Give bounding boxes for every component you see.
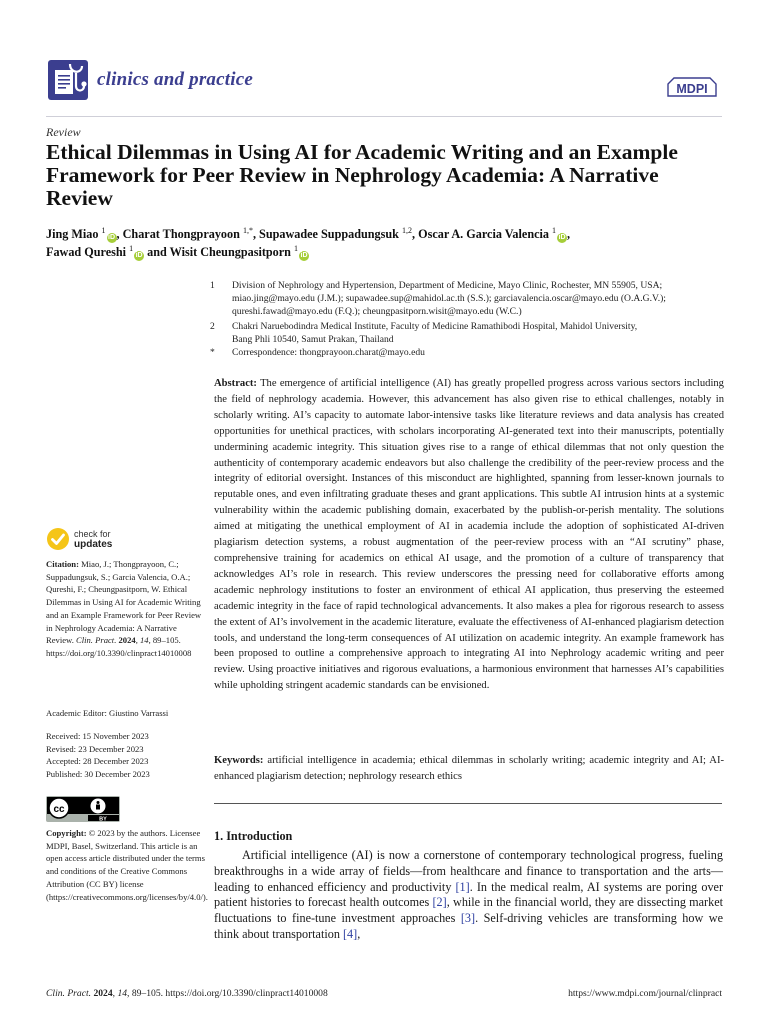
affiliation-line: miao.jing@mayo.edu (J.M.); supawadee.sup@mahidol.ac.th (S.S.); garciavalencia.oscar@mayo.edu (O.A.G.V.); xyxy=(232,292,666,304)
author-name[interactable]: Wisit Cheungpasitporn xyxy=(169,245,291,259)
author-affil-mark: 1 xyxy=(129,243,134,253)
intro-text: , xyxy=(357,926,361,941)
article-title: Ethical Dilemmas in Using AI for Academic Writing and an Example Framework for Peer Review in Nephrology Academia: A Narrative Review xyxy=(46,140,678,210)
citation-volume: 14 xyxy=(139,635,149,646)
citation-block: Citation: Miao, J.; Thongprayoon, C.; Suppadungsuk, S.; Garcia Valencia, O.A.; Qureshi, F.; Cheungpasitporn, W. Ethical Dilemmas in Using AI for Academic Writing and an Example Framework for Peer Review in Nephrology Academia: A Narrative Review. Clin. Pract. 2024, 14, 89–105. https://doi.org/10.3390/clinpract14010008 xyxy=(46,559,202,658)
orcid-icon[interactable]: iD xyxy=(108,234,116,241)
footer-year: 2024 xyxy=(93,988,113,999)
footer-journal: Clin. Pract. xyxy=(46,988,92,999)
svg-text:cc: cc xyxy=(53,804,65,815)
author-affil-mark: 1,* xyxy=(242,225,253,235)
abstract-text: The emergence of artificial intelligence (AI) has greatly propelled progress across various sectors including the field of nephrology academia. However, this advancement has also given rise to ethical challenges, notably in scholarly writing. AI’s capacity to automate labor-intensive tasks like literature reviews and data analysis has created opportunities for unethical practices, with scholars incorporating AI-generated text into their manuscripts, potentially undermining academic integrity. This situation gives rise to a range of ethical dilemmas that not only question the authenticity of contemporary academic endeavors but also challenge the credibility of the peer-review process and the integrity of editorial oversight. Instances of this misconduct are highlighted, spanning from lesser-known journals to reputable ones, and even infiltrating graduate theses and grant applications. This subtle AI intrusion hints at a systemic vulnerability within the academic publishing domain, exacerbated by the publish-or-perish mentality. The solutions aimed at mitigating the unethical employment of AI in academia include the adoption of sophisticated AI-driven plagiarism detection systems, a robust augmentation of the peer-review process with an “AI scrutiny” phase, comprehensive training for academics on ethical AI usage, and the promotion of a culture of transparency that acknowledges AI’s role in research. This review underscores the pressing need for collaborative efforts among academic nephrology institutions to foster an environment of ethical AI application, thus preserving the esteemed academic integrity in the face of rapid technological advancements. It also makes a plea for rigorous research to assess the extent of AI’s involvement in the academic literature, evaluate the effectiveness of AI-enhanced plagiarism detection tools, and understand the long-term consequences of AI utilization on academic integrity. An example framework has been proposed to outline a comprehensive approach to integrating AI into Nephrology academic writing and peer review. Using proactive initiatives and rigorous evaluations, a harmonious environment that harnesses AI’s capabilities while upholding stringent academic standards can be envisioned. xyxy=(214,378,724,692)
footer-citation: Clin. Pract. 2024, 14, 89–105. https://doi.org/10.3390/clinpract14010008 xyxy=(46,988,328,999)
affiliation-mark: * xyxy=(210,347,215,358)
author-affil-mark: 1 xyxy=(294,243,299,253)
section-divider xyxy=(214,803,722,804)
intro-text: Artificial intelligence (AI) is now a cornerstone of contemporary technological progress, fueling breakthroughs in a wide array of fields—from healthcare and finance to transportation and the arts—leading to enhanced efficiency and productivity xyxy=(214,848,723,894)
intro-text: . Self-driving vehicles are transforming how we think about transportation xyxy=(214,911,724,941)
keywords xyxy=(214,753,724,785)
journal-name[interactable]: clinics and practice xyxy=(97,69,253,90)
check-for-updates-button[interactable] xyxy=(46,527,156,553)
reference-link[interactable]: [2] xyxy=(432,895,447,910)
affiliation-mark: 2 xyxy=(210,321,215,332)
reference-link[interactable]: [1] xyxy=(455,879,470,894)
author-name[interactable]: Jing Miao xyxy=(46,227,99,241)
check-updates-icon xyxy=(46,527,70,551)
affiliation-line: qureshi.fawad@mayo.edu (F.Q.); cheungpasitporn.wisit@mayo.edu (W.C.) xyxy=(232,305,522,317)
author-list: Jing Miao $^1$iD , Charat Thongprayoon $^{1,*}$, Supawadee Suppadungsuk $^{1,2}$, Oscar A. Garcia Valencia $^1$iD , Fawad Qureshi $^1$iD and Wisit Cheungpasitporn $^1$iD xyxy=(46,225,571,259)
check-updates-line2: updates xyxy=(74,539,113,550)
academic-editor: Academic Editor: Giustino Varrassi xyxy=(46,708,169,718)
published-date: Published: 30 December 2023 xyxy=(46,769,150,780)
author-name[interactable]: Oscar A. Garcia Valencia xyxy=(418,227,549,241)
affiliation-line: Division of Nephrology and Hypertension, Department of Medicine, Mayo Clinic, Rochester, MN 55905, USA; xyxy=(232,280,663,291)
citation-year: 2024 xyxy=(118,635,136,646)
reference-link[interactable]: [4] xyxy=(342,926,358,941)
abstract-label: Abstract: xyxy=(214,378,257,389)
check-updates-line1: check for xyxy=(74,529,111,539)
orcid-icon[interactable]: iD xyxy=(558,234,566,241)
license-badge: BY xyxy=(99,816,107,822)
citation-doi[interactable]: , 89–105. https://doi.org/10.3390/clinpract14010008 xyxy=(46,635,192,658)
correspondence-line: Correspondence: thongprayoon.charat@mayo.edu xyxy=(232,347,425,358)
author-affil-mark: 1 xyxy=(552,225,557,235)
revised-date: Revised: 23 December 2023 xyxy=(46,743,144,754)
keywords-text: artificial intelligence in academia; ethical dilemmas in scholarly writing; academic integrity and AI; AI-enhanced plagiarism detection; nephrology research ethics xyxy=(214,755,724,782)
copyright-label: Copyright: xyxy=(46,828,87,838)
journal-logo-icon xyxy=(46,58,90,102)
affiliation-mark: 1 xyxy=(210,280,215,291)
abstract xyxy=(214,376,724,694)
dates-block xyxy=(46,730,206,781)
citation-text: Miao, J.; Thongprayoon, C.; Suppadungsuk, S.; Garcia Valencia, O.A.; Qureshi, F.; Cheungpasitporn, W. Ethical Dilemmas in Using AI for Academic Writing and an Example Framework for Peer Review in Nephrology Academia: A Narrative Review. xyxy=(46,559,202,646)
author-name[interactable]: Supawadee Suppadungsuk xyxy=(259,227,399,241)
intro-text: , while in the financial world, they are dissecting market fluctuations to fine-tune investment approaches xyxy=(214,895,724,926)
footer-doi[interactable]: , 89–105. https://doi.org/10.3390/clinpract14010008 xyxy=(127,988,328,999)
keywords-label: Keywords: xyxy=(214,755,264,766)
citation-label: Citation: xyxy=(46,559,79,569)
citation-journal: Clin. Pract. xyxy=(76,635,117,646)
orcid-icon[interactable]: iD xyxy=(300,252,308,259)
author-affil-mark: 1 xyxy=(101,225,106,235)
author-name[interactable]: Fawad Qureshi xyxy=(46,245,127,259)
intro-text: . In the medical realm, AI systems are poring over patient histories to forecast health outcomes xyxy=(214,879,724,910)
footer-volume: 14 xyxy=(117,988,128,999)
author-affil-mark: 1,2 xyxy=(402,225,412,235)
mdpi-logo-icon[interactable] xyxy=(664,74,720,100)
copyright-block xyxy=(46,827,206,903)
author-name[interactable]: Charat Thongprayoon xyxy=(122,227,240,241)
article-type: Review xyxy=(46,125,81,139)
cc-by-license-icon[interactable] xyxy=(46,796,120,822)
footer-journal-url[interactable]: https://www.mdpi.com/journal/clinpract xyxy=(568,988,722,999)
affiliation-line: Bang Phli 10540, Samut Prakan, Thailand xyxy=(232,333,394,345)
copyright-text: © 2023 by the authors. Licensee MDPI, Basel, Switzerland. This article is an open access article distributed under the terms and conditions of the Creative Commons Attribution (CC BY) license (https://creativecommons.org/licenses/by/4.0/). xyxy=(46,828,208,902)
check-updates-label xyxy=(74,529,112,550)
accepted-date: Accepted: 28 December 2023 xyxy=(46,756,149,767)
header-divider xyxy=(46,116,722,117)
orcid-icon[interactable]: iD xyxy=(135,252,143,259)
reference-link[interactable]: [3] xyxy=(460,911,476,926)
publisher-name: MDPI xyxy=(676,82,708,96)
received-date: Received: 15 November 2023 xyxy=(46,731,149,741)
affiliation-line: Chakri Naruebodindra Medical Institute, Faculty of Medicine Ramathibodi Hospital, Mahidol University, xyxy=(232,321,638,332)
section-heading: 1. Introduction xyxy=(214,829,293,843)
introduction-paragraph xyxy=(214,848,723,943)
